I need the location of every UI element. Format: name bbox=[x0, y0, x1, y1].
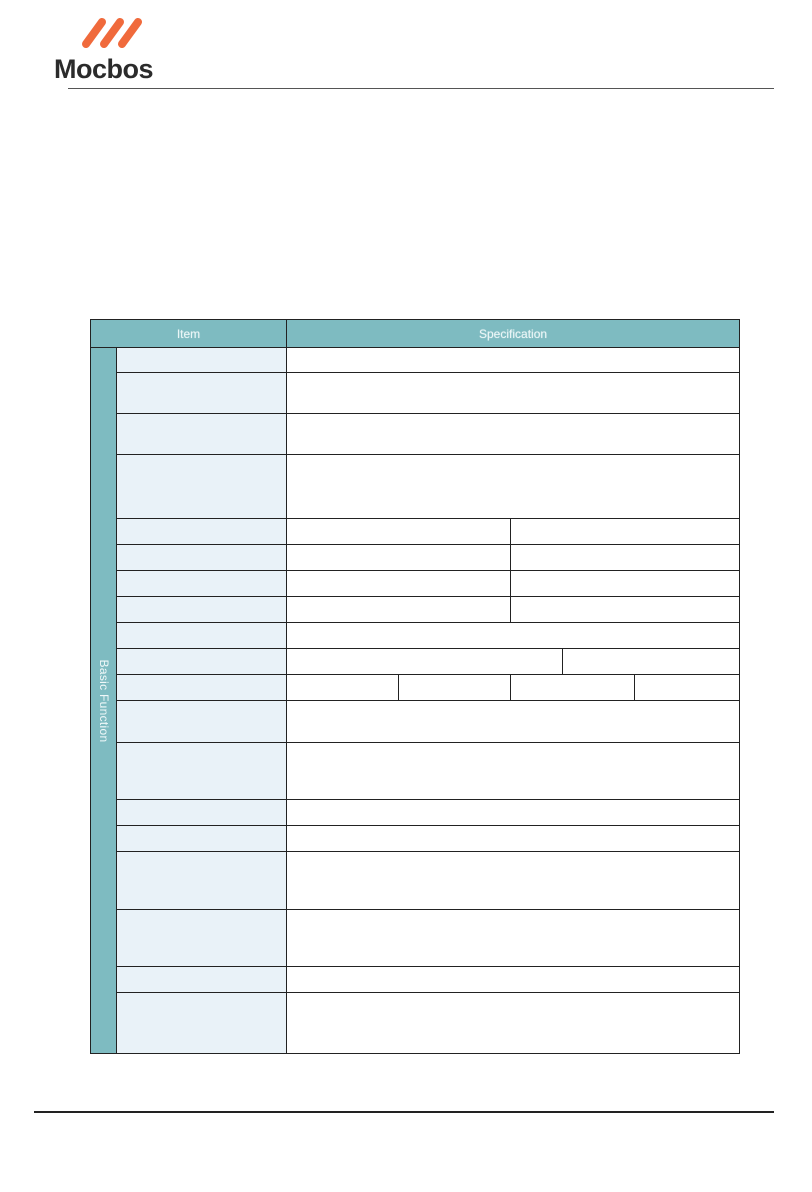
row-value-cell bbox=[635, 675, 740, 701]
row-value-cell bbox=[399, 675, 511, 701]
table-row bbox=[91, 545, 740, 571]
row-value-cell bbox=[511, 675, 635, 701]
row-label-cell bbox=[117, 967, 287, 993]
row-label-cell bbox=[117, 623, 287, 649]
row-value-cell bbox=[287, 800, 740, 826]
table-row bbox=[91, 910, 740, 967]
specification-table bbox=[90, 319, 740, 1054]
row-value-cell bbox=[511, 519, 740, 545]
row-value-cell bbox=[511, 545, 740, 571]
table-row bbox=[91, 967, 740, 993]
table-row bbox=[91, 455, 740, 519]
row-value-cell bbox=[287, 373, 740, 414]
row-value-cell bbox=[287, 571, 511, 597]
row-label-cell bbox=[117, 455, 287, 519]
table-row bbox=[91, 852, 740, 910]
row-label-cell bbox=[117, 852, 287, 910]
table-row bbox=[91, 519, 740, 545]
row-value-cell bbox=[287, 623, 740, 649]
table-row bbox=[91, 649, 740, 675]
table-header-row bbox=[91, 320, 740, 348]
row-label-cell bbox=[117, 597, 287, 623]
row-label-cell bbox=[117, 519, 287, 545]
header-item: Item bbox=[91, 320, 287, 348]
table-row bbox=[91, 675, 740, 701]
table-row bbox=[91, 826, 740, 852]
row-value-cell bbox=[287, 701, 740, 743]
row-value-cell bbox=[287, 545, 511, 571]
row-label-cell bbox=[117, 701, 287, 743]
row-value-cell bbox=[287, 675, 399, 701]
section-label-cell bbox=[91, 348, 117, 1054]
table-row bbox=[91, 800, 740, 826]
row-value-cell bbox=[287, 649, 563, 675]
row-value-cell bbox=[287, 455, 740, 519]
table-row bbox=[91, 571, 740, 597]
table-row bbox=[91, 623, 740, 649]
row-label-cell bbox=[117, 348, 287, 373]
table-row bbox=[91, 701, 740, 743]
table-row bbox=[91, 597, 740, 623]
row-label-cell bbox=[117, 545, 287, 571]
row-label-cell bbox=[117, 414, 287, 455]
row-value-cell bbox=[287, 967, 740, 993]
row-label-cell bbox=[117, 910, 287, 967]
footer-divider bbox=[34, 1111, 774, 1113]
row-label-cell bbox=[117, 571, 287, 597]
logo-wordmark: Mocbos bbox=[54, 54, 154, 84]
row-value-cell bbox=[287, 414, 740, 455]
row-label-cell bbox=[117, 993, 287, 1054]
row-value-cell bbox=[511, 571, 740, 597]
row-value-cell bbox=[287, 993, 740, 1054]
section-label: Basic Function bbox=[96, 659, 111, 742]
table-row bbox=[91, 414, 740, 455]
mocbos-logo bbox=[50, 12, 172, 84]
header-specification: Specification bbox=[287, 320, 740, 348]
table-row bbox=[91, 993, 740, 1054]
header-divider bbox=[68, 88, 774, 89]
row-value-cell bbox=[511, 597, 740, 623]
row-label-cell bbox=[117, 800, 287, 826]
logo-stripes-icon bbox=[80, 12, 150, 52]
row-label-cell bbox=[117, 373, 287, 414]
row-label-cell bbox=[117, 675, 287, 701]
table-row bbox=[91, 743, 740, 800]
row-value-cell bbox=[287, 348, 740, 373]
row-label-cell bbox=[117, 826, 287, 852]
row-label-cell bbox=[117, 649, 287, 675]
table-row bbox=[91, 373, 740, 414]
row-value-cell bbox=[563, 649, 740, 675]
table-row bbox=[91, 348, 740, 373]
row-value-cell bbox=[287, 852, 740, 910]
row-value-cell bbox=[287, 519, 511, 545]
row-value-cell bbox=[287, 597, 511, 623]
row-label-cell bbox=[117, 743, 287, 800]
row-value-cell bbox=[287, 826, 740, 852]
row-value-cell bbox=[287, 910, 740, 967]
row-value-cell bbox=[287, 743, 740, 800]
